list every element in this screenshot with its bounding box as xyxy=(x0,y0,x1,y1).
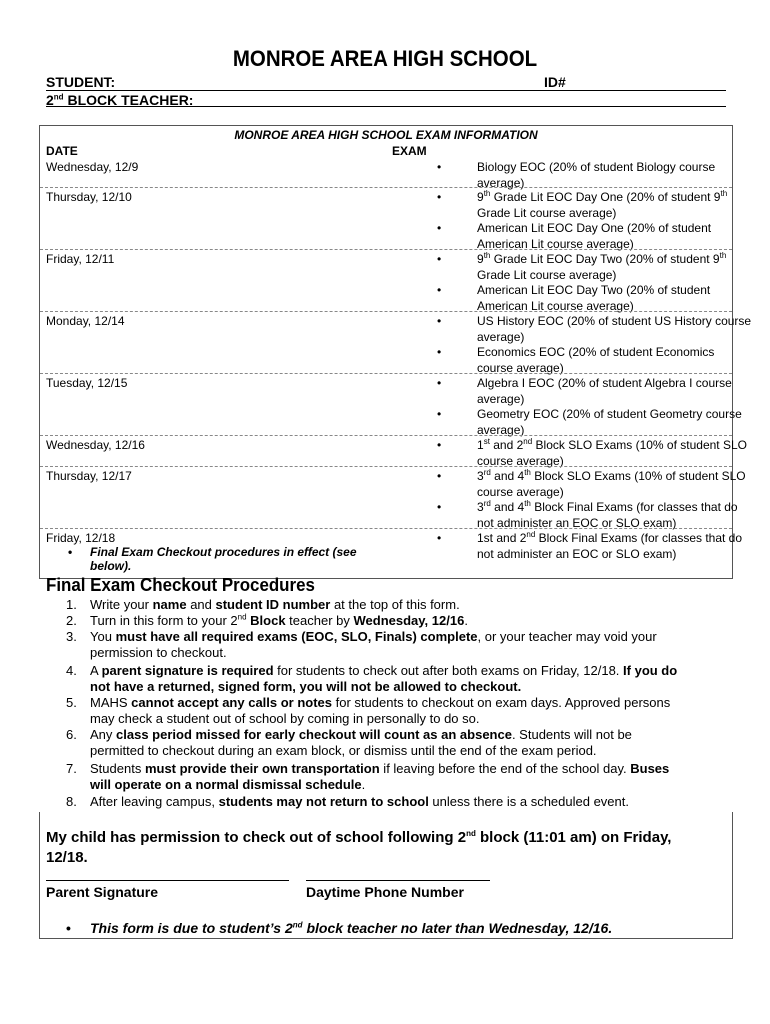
perm-line2: 12/18. xyxy=(46,849,88,866)
exam-item xyxy=(437,252,727,283)
exam-item xyxy=(437,314,752,345)
row-separator xyxy=(40,249,732,250)
exam-text: 3 xyxy=(477,469,484,483)
row-separator xyxy=(40,466,732,467)
exam-text: 1st and 2 xyxy=(477,531,527,545)
bullet-icon: • xyxy=(437,531,442,545)
exam-text: Grade Lit EOC Day One (20% of student 9 xyxy=(490,190,721,204)
page-title: MONROE AREA HIGH SCHOOL xyxy=(232,46,538,71)
permission-statement xyxy=(46,828,726,868)
perm-line1: My child has permission to check out of school following 2 xyxy=(46,829,467,846)
row-separator xyxy=(40,187,732,188)
due-sup: nd xyxy=(292,920,303,930)
procedure-text: students may not return to school xyxy=(218,794,429,809)
exam-sup: nd xyxy=(526,530,536,539)
procedure-text: A xyxy=(90,663,102,678)
procedure-text: student ID number xyxy=(215,597,331,612)
friday-note-line2: below). xyxy=(90,559,132,573)
exam-text: American Lit EOC Day One (20% of student xyxy=(477,221,712,235)
procedure-item xyxy=(66,727,726,761)
exam-text: 9 xyxy=(477,190,484,204)
exam-text-line2: course average) xyxy=(477,484,564,499)
parent-signature-line[interactable] xyxy=(46,880,289,881)
procedure-text: may check a student out of school by coming in personally to do so. xyxy=(90,711,480,726)
procedures-title: Final Exam Checkout Procedures xyxy=(46,575,315,595)
procedure-item xyxy=(66,695,726,729)
procedure-text: Block xyxy=(246,613,286,628)
id-label: ID# xyxy=(544,74,566,90)
daytime-phone-label: Daytime Phone Number xyxy=(306,884,464,900)
exam-text: Economics EOC (20% of student Economics xyxy=(477,345,715,359)
procedure-text: cannot accept any calls or notes xyxy=(131,695,333,710)
exam-text: American Lit EOC Day Two (20% of student xyxy=(477,283,711,297)
table-row-date: Monday, 12/14 xyxy=(46,314,125,328)
procedure-text: must provide their own transportation xyxy=(144,761,380,776)
procedure-text: parent signature is required xyxy=(101,663,274,678)
exam-text-line2: not administer an EOC or SLO exam) xyxy=(477,546,677,561)
row-separator xyxy=(40,311,732,312)
exam-text: Block Final Exams (for classes that do xyxy=(535,531,743,545)
exam-text: Grade Lit EOC Day Two (20% of student 9 xyxy=(490,252,720,266)
exam-text-line2: American Lit course average) xyxy=(477,236,634,251)
friday-note-line1: Final Exam Checkout procedures in effect (see xyxy=(90,545,357,559)
teacher-ordinal: 2 xyxy=(46,92,54,108)
bullet-icon: • xyxy=(437,314,442,328)
exam-text: Block SLO Exams (10% of student SLO xyxy=(530,469,746,483)
procedure-text: Write your xyxy=(90,597,153,612)
exam-text: US History EOC (20% of student US History course xyxy=(477,314,752,328)
bullet-icon: • xyxy=(68,545,73,559)
bullet-icon: • xyxy=(437,438,442,452)
exam-sup: th xyxy=(524,468,531,477)
exam-text-line2: Grade Lit course average) xyxy=(477,267,617,282)
exam-text: Block SLO Exams (10% of student SLO xyxy=(532,438,747,452)
exam-item xyxy=(437,283,727,314)
bullet-icon: • xyxy=(437,376,442,390)
procedure-text: name xyxy=(152,597,187,612)
bullet-icon: • xyxy=(437,252,442,266)
procedure-text: at the top of this form. xyxy=(330,597,460,612)
row-separator xyxy=(40,528,732,529)
exam-item xyxy=(437,437,747,469)
exam-item xyxy=(437,345,727,376)
procedure-text: . xyxy=(361,777,366,792)
exam-item xyxy=(437,468,746,500)
phone-line[interactable] xyxy=(306,880,490,881)
procedure-number: 3. xyxy=(66,629,77,644)
exam-item xyxy=(437,407,742,438)
procedure-number: 2. xyxy=(66,613,77,628)
table-title: MONROE AREA HIGH SCHOOL EXAM INFORMATION xyxy=(234,128,538,142)
teacher-line[interactable] xyxy=(46,106,726,107)
exam-text-line2: average) xyxy=(477,391,525,406)
perm-line1b: block (11:01 am) on Friday, xyxy=(475,829,672,846)
procedure-text: must have all required exams (EOC, SLO, Finals) complete xyxy=(115,629,478,644)
procedure-text: If you do xyxy=(623,663,678,678)
procedure-text: , or your teacher may void your xyxy=(477,629,657,644)
exam-text-line2: not administer an EOC or SLO exam) xyxy=(477,515,677,530)
procedure-text: for students to checkout on exam days. Approved persons xyxy=(332,695,671,710)
exam-text-line2: American Lit course average) xyxy=(477,298,634,313)
bullet-icon: • xyxy=(437,469,442,483)
exam-text-line2: average) xyxy=(477,422,525,437)
exam-item xyxy=(437,376,732,407)
bullet-icon: • xyxy=(437,160,442,174)
exam-info-table xyxy=(39,125,752,579)
procedure-number: 6. xyxy=(66,727,77,742)
procedure-text: unless there is a scheduled event. xyxy=(428,794,629,809)
procedure-text: permitted to checkout during an exam block, or dismiss until the end of the exam period. xyxy=(90,743,597,758)
bullet-icon: • xyxy=(437,407,442,421)
exam-text: 3 xyxy=(477,500,484,514)
exam-text: and 4 xyxy=(490,500,525,514)
exam-sup: rd xyxy=(483,468,491,477)
table-row-date: Thursday, 12/17 xyxy=(46,469,132,483)
procedure-text: not have a returned, signed form, you will not be allowed to checkout. xyxy=(90,679,522,694)
bullet-icon: • xyxy=(66,920,71,936)
exam-text: Block Final Exams (for classes that do xyxy=(530,500,738,514)
procedure-item xyxy=(66,761,726,795)
table-row-date: Wednesday, 12/9 xyxy=(46,160,139,174)
exam-text: 9 xyxy=(477,252,484,266)
student-label: STUDENT: xyxy=(46,74,116,90)
procedure-text: You xyxy=(90,629,116,644)
exam-column-header: EXAM xyxy=(392,144,427,158)
procedure-number: 5. xyxy=(66,695,77,710)
exam-sup: th xyxy=(720,189,728,198)
procedure-text: . Students will not be xyxy=(511,727,632,742)
row-separator xyxy=(40,435,732,436)
procedure-text: class period missed for early checkout will count as an absence xyxy=(116,727,512,742)
exam-text-line2: course average) xyxy=(477,360,564,375)
procedure-text: teacher by xyxy=(285,613,354,628)
teacher-sup: nd xyxy=(53,92,64,102)
due-b: block teacher no later than Wednesday, 12/16. xyxy=(302,920,613,936)
exam-text: Geometry EOC (20% of student Geometry course xyxy=(477,407,742,421)
exam-text: and 2 xyxy=(489,438,524,452)
procedure-number: 4. xyxy=(66,663,77,678)
procedure-text: Turn in this form to your 2 xyxy=(90,613,238,628)
procedure-item xyxy=(66,629,726,663)
exam-item xyxy=(437,530,743,562)
procedure-item xyxy=(66,663,726,697)
exam-text: 1 xyxy=(477,438,484,452)
bullet-icon: • xyxy=(437,500,442,514)
exam-item xyxy=(437,190,727,221)
procedure-text: Wednesday, 12/16 xyxy=(353,613,465,628)
procedure-text: for students to check out after both exams on Friday, 12/18. xyxy=(273,663,624,678)
procedure-text: MAHS xyxy=(90,695,132,710)
procedure-number: 7. xyxy=(66,761,77,776)
table-row-date: Friday, 12/11 xyxy=(46,252,115,266)
exam-sup: th xyxy=(483,251,491,260)
exam-sup: th xyxy=(524,499,531,508)
exam-sup: st xyxy=(483,437,490,446)
due-a: This form is due to student’s 2 xyxy=(90,920,293,936)
exam-text-line2: course average) xyxy=(477,453,564,468)
exam-sup: th xyxy=(483,189,491,198)
table-row-date: Tuesday, 12/15 xyxy=(46,376,128,390)
exam-text-line2: average) xyxy=(477,329,525,344)
bullet-icon: • xyxy=(437,190,442,204)
exam-text: Algebra I EOC (20% of student Algebra I course xyxy=(477,376,732,390)
exam-text-line2: average) xyxy=(477,175,525,190)
exam-sup: rd xyxy=(483,499,491,508)
table-row-date: Friday, 12/18 xyxy=(46,531,116,545)
procedure-text: Students xyxy=(90,761,145,776)
date-column-header: DATE xyxy=(46,144,78,158)
procedure-text: and xyxy=(186,597,216,612)
exam-sup: nd xyxy=(523,437,533,446)
procedure-text: Buses xyxy=(630,761,670,776)
table-row-date: Wednesday, 12/16 xyxy=(46,438,145,452)
perm-sup: nd xyxy=(466,829,476,838)
exam-text: Biology EOC (20% of student Biology course xyxy=(477,160,716,174)
procedure-text: if leaving before the end of the school day. xyxy=(379,761,631,776)
procedure-text: . xyxy=(464,613,468,628)
procedure-text: permission to checkout. xyxy=(90,645,227,660)
bullet-icon: • xyxy=(437,283,442,297)
procedure-text: will operate on a normal dismissal schedule xyxy=(90,777,362,792)
student-line[interactable] xyxy=(46,90,726,91)
exam-sup: th xyxy=(719,251,727,260)
procedure-number: 1. xyxy=(66,597,77,612)
exam-item xyxy=(437,499,738,531)
procedure-number: 8. xyxy=(66,794,77,809)
table-row-date: Thursday, 12/10 xyxy=(46,190,132,204)
exam-text: and 4 xyxy=(490,469,525,483)
exam-item xyxy=(437,221,727,252)
exam-text-line2: Grade Lit course average) xyxy=(477,205,617,220)
procedure-sup: nd xyxy=(237,612,247,622)
procedure-text: Any xyxy=(90,727,117,742)
procedure-text: After leaving campus, xyxy=(90,794,219,809)
row-separator xyxy=(40,373,732,374)
bullet-icon: • xyxy=(437,345,442,359)
teacher-label-text: BLOCK TEACHER: xyxy=(67,92,194,108)
bullet-icon: • xyxy=(437,221,442,235)
parent-signature-label: Parent Signature xyxy=(46,884,159,900)
